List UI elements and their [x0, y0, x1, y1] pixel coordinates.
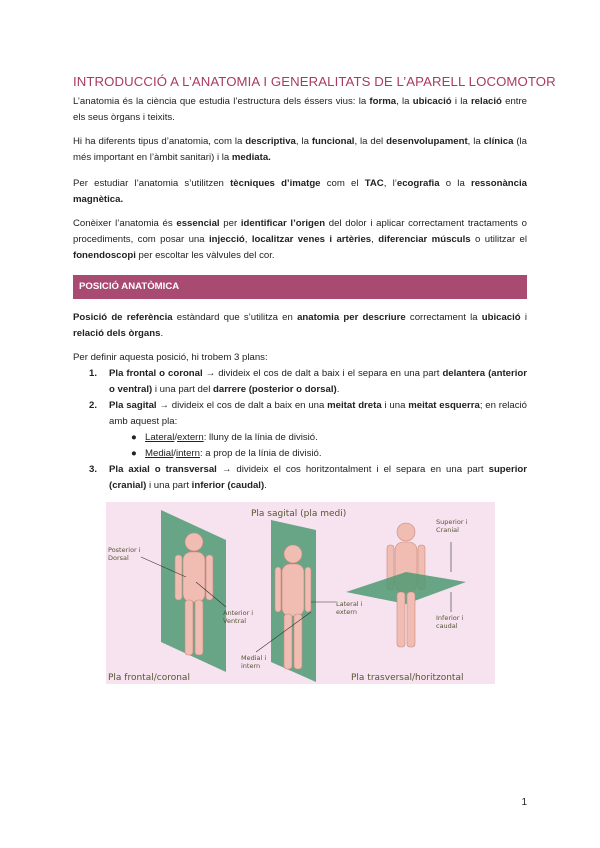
- planes-list: [73, 366, 527, 494]
- types-paragraph: Hi ha diferents tipus d’anatomia, com la descriptiva, la funcional, la del desenvolupament, la clínica (la més important en l’àmbit sanitari) i la mediata.: [73, 136, 528, 163]
- imaging-paragraph: Per estudiar l’anatomia s’utilitzen tècniques d’imatge com el TAC, l’ecografia o la ressonància magnètica.: [73, 178, 527, 205]
- section-title: POSICIÓ ANATÒMICA: [79, 281, 180, 292]
- svg-text:Dorsal: Dorsal: [108, 554, 129, 562]
- reference-paragraph: Posició de referència estàndard que s’utilitza en anatomia per descriure correctament la ubicació i relació dels òrgans.: [73, 312, 528, 339]
- svg-text:intern: intern: [241, 662, 261, 670]
- intro-paragraph: L’anatomia és la ciència que estudia l’estructura dels éssers vius: la forma, la ubicació i la relació entre els seus òrgans i teixits.: [73, 96, 527, 123]
- page-title: INTRODUCCIÓ A L’ANATOMIA I GENERALITATS DE L’APARELL LOCOMOTOR: [73, 74, 556, 89]
- svg-text:Lateral i: Lateral i: [336, 600, 363, 608]
- anatomical-planes-figure: [106, 502, 495, 684]
- list-item-axial: 3. Pla axial o transversal → divideix el cos horitzontalment i el separa en una part superior (cranial) i una part inferior (caudal).: [89, 464, 527, 491]
- svg-text:Inferior i: Inferior i: [436, 614, 464, 622]
- list-item-sagital: 2. Pla sagital → divideix el cos de dalt a baix en una meitat dreta i una meitat esquerra; en relació amb aquest pla:: [89, 400, 528, 427]
- figure-illustration: [106, 502, 495, 684]
- planes-intro: Per definir aquesta posició, hi trobem 3 plans:: [73, 352, 268, 363]
- list-item-frontal: 1. Pla frontal o coronal → divideix el cos de dalt a baix i el separa en una part delantera (anterior o ventral) i una part del darrere (posterior o dorsal).: [89, 368, 527, 395]
- subitem-lateral: ● Lateral/extern: lluny de la línia de divisió.: [131, 432, 318, 443]
- section-header: [73, 275, 527, 299]
- transverse-plane-shape: [346, 572, 466, 604]
- label-transversal: Pla trasversal/horitzontal: [351, 673, 464, 683]
- svg-text:Ventral: Ventral: [223, 617, 247, 625]
- svg-text:Medial i: Medial i: [241, 654, 267, 662]
- label-frontal: Pla frontal/coronal: [108, 673, 190, 683]
- subitem-medial: ● Medial/intern: a prop de la línia de divisió.: [131, 448, 322, 459]
- svg-text:Superior i: Superior i: [436, 518, 468, 526]
- svg-text:caudal: caudal: [436, 622, 458, 630]
- svg-text:Posterior i: Posterior i: [108, 546, 141, 554]
- svg-text:extern: extern: [336, 608, 357, 616]
- page-number: 1: [521, 797, 527, 808]
- svg-text:Cranial: Cranial: [436, 526, 459, 534]
- svg-text:Anterior i: Anterior i: [223, 609, 254, 617]
- importance-paragraph: Conèixer l’anatomia és essencial per identificar l’origen del dolor i aplicar correctament tractaments o procediments, com posar una injecció, localitzar venes i artèries, diferenciar músculs o utilitzar el fonendoscopi per escoltar les vàlvules del cor.: [73, 218, 527, 261]
- label-sagital: Pla sagital (pla medi): [251, 509, 347, 519]
